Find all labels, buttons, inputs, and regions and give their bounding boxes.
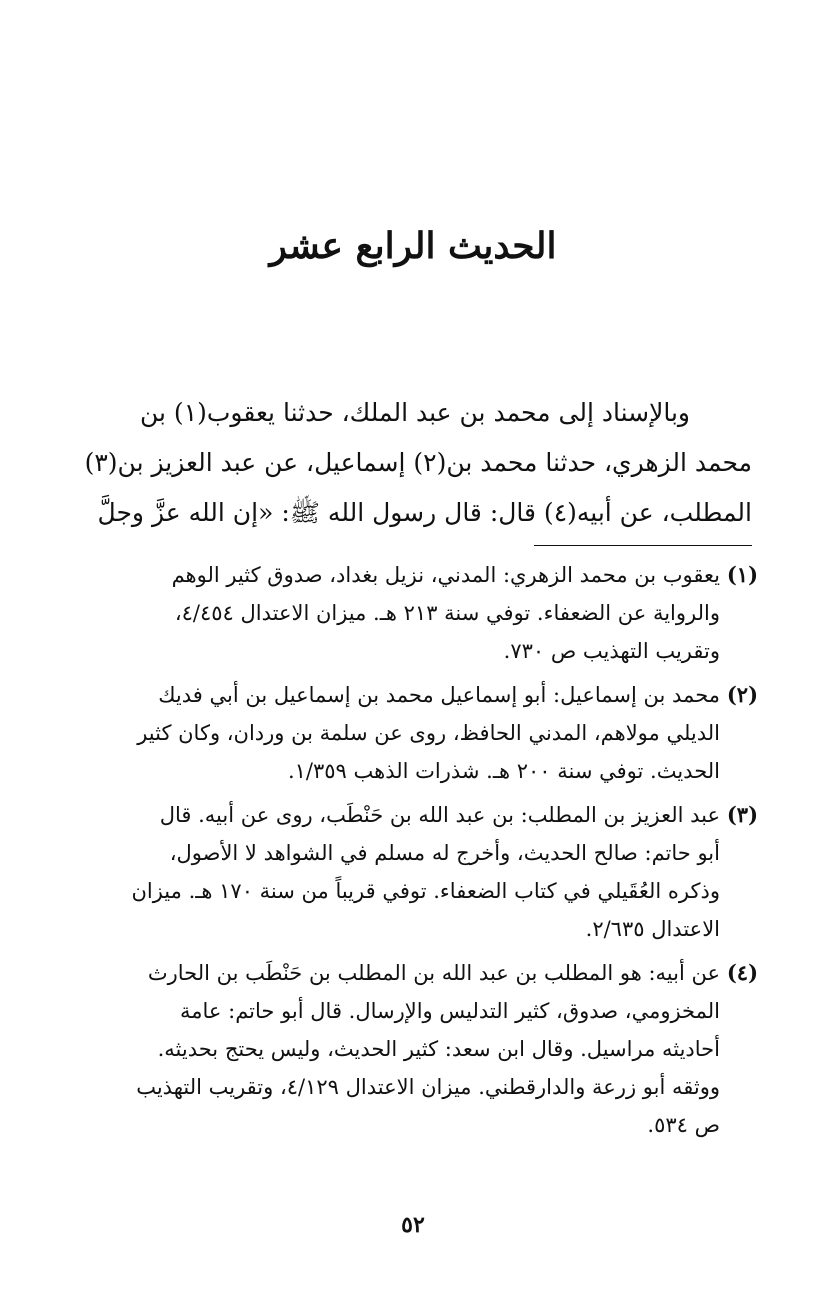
footnote-number: (٤) bbox=[726, 960, 758, 985]
footnote-line: وذكره العُقَيلي في كتاب الضعفاء. توفي قريباً من سنة ١٧٠ هـ. ميزان bbox=[131, 879, 720, 903]
main-text-line: المطلب، عن أبيه(٤) قال: قال رسول الله ﷺ: «إن الله عزَّ وجلَّ bbox=[97, 498, 752, 527]
footnote-line: يعقوب بن محمد الزهري: المدني، نزيل بغداد، صدوق كثير الوهم bbox=[171, 563, 720, 587]
footnote-line: ووثقه أبو زرعة والدارقطني. ميزان الاعتدال ٤/١٢٩، وتقريب التهذيب bbox=[136, 1075, 720, 1099]
footnote-line: محمد بن إسماعيل: أبو إسماعيل محمد بن إسماعيل بن أبي فديك bbox=[158, 683, 720, 707]
main-text bbox=[66, 388, 752, 538]
footnote-number: (٢) bbox=[726, 682, 758, 707]
footnote-line: عن أبيه: هو المطلب بن عبد الله بن المطلب بن حَنْطَب بن الحارث bbox=[147, 961, 720, 985]
footnote-number: (١) bbox=[726, 562, 758, 587]
chapter-title: الحديث الرابع عشر bbox=[269, 225, 557, 267]
footnote-1 bbox=[64, 556, 758, 670]
footnote-number: (٣) bbox=[726, 802, 758, 827]
footnote-line: ص ٥٣٤. bbox=[647, 1113, 720, 1137]
footnote-3 bbox=[64, 796, 758, 948]
footnote-4 bbox=[64, 954, 758, 1144]
footnote-line: الديلي مولاهم، المدني الحافظ، روى عن سلمة بن وردان، وكان كثير bbox=[137, 721, 720, 745]
footnote-line: والرواية عن الضعفاء. توفي سنة ٢١٣ هـ. ميزان الاعتدال ٤/٤٥٤، bbox=[174, 601, 720, 625]
footnotes bbox=[64, 556, 758, 1150]
footnote-2 bbox=[64, 676, 758, 790]
main-text-line: محمد الزهري، حدثنا محمد بن(٢) إسماعيل، عن عبد العزيز بن(٣) bbox=[84, 448, 752, 477]
footnote-line: عبد العزيز بن المطلب: بن عبد الله بن حَنْطَب، روى عن أبيه. قال bbox=[159, 803, 720, 827]
page-number: ٥٢ bbox=[401, 1212, 425, 1238]
footnote-line: وتقريب التهذيب ص ٧٣٠. bbox=[503, 639, 720, 663]
footnote-divider bbox=[534, 545, 752, 546]
footnote-line: المخزومي، صدوق، كثير التدليس والإرسال. قال أبو حاتم: عامة bbox=[180, 999, 720, 1023]
footnote-line: الحديث. توفي سنة ٢٠٠ هـ. شذرات الذهب ١/٣٥٩. bbox=[287, 759, 720, 783]
main-text-line: وبالإسناد إلى محمد بن عبد الملك، حدثنا يعقوب(١) بن bbox=[140, 398, 690, 427]
footnote-line: الاعتدال ٢/٦٣٥. bbox=[585, 917, 720, 941]
footnote-line: أحاديثه مراسيل. وقال ابن سعد: كثير الحديث، وليس يحتج بحديثه. bbox=[157, 1037, 720, 1061]
footnote-line: أبو حاتم: صالح الحديث، وأخرج له مسلم في الشواهد لا الأصول، bbox=[169, 841, 720, 865]
